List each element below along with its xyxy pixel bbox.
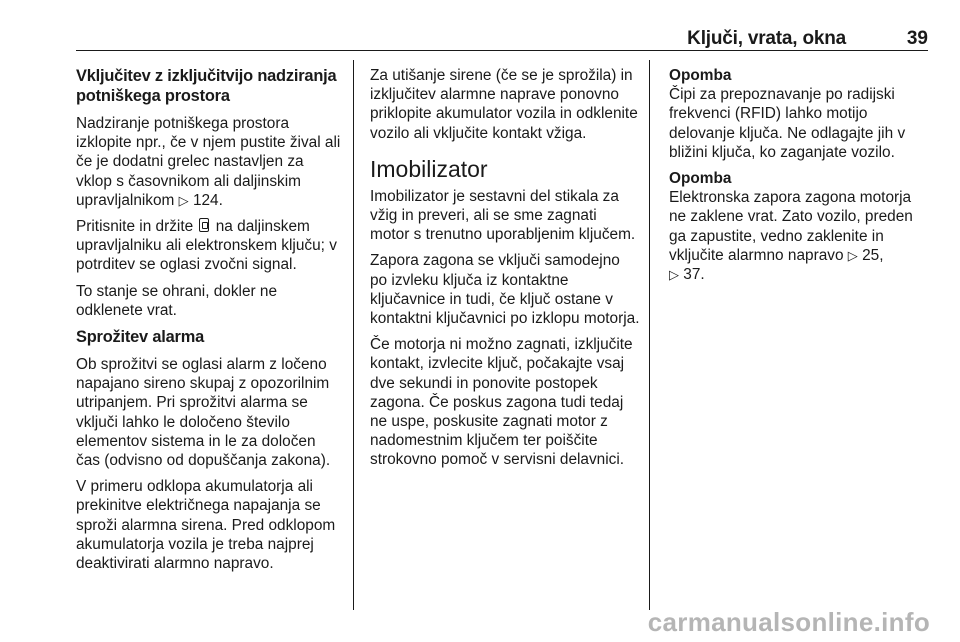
paragraph: Imobilizator je sestavni del stikala za vžig in preveri, ali se sme zagnati motor s trenutno uporabljenim ključem. — [370, 187, 636, 244]
section-heading-immobilizer: Imobilizator — [370, 155, 488, 182]
column-left — [76, 66, 342, 580]
page-number: 39 — [906, 28, 928, 49]
page-reference: 37. — [683, 266, 705, 284]
lock-button-icon — [199, 218, 209, 232]
watermark: carmanualsonline.info — [647, 607, 930, 637]
note-title: Opomba — [669, 170, 732, 188]
column-middle — [370, 66, 640, 477]
paragraph — [76, 217, 342, 275]
note-title: Opomba — [669, 67, 732, 84]
note-text: Elektronska zapora zagona motorja ne zaklene vrat. Zato vozilo, preden ga zapustite, vedno zaklenite in vključite alarmno napravo — [669, 189, 913, 264]
column-right — [669, 66, 931, 291]
page-reference: 124. — [192, 191, 223, 209]
paragraph: Zapora zagona se vključi samodejno po izvleku ključa iz kontaktne ključavnice in tudi, če ključ ostane v kontaktni ključavnici po izklopu motorja. — [370, 252, 640, 328]
reference-arrow-icon: ▷ — [669, 267, 679, 283]
paragraph: To stanje se ohrani, dokler ne odklenete vrat. — [76, 282, 278, 319]
section-heading-alarm: Sprožitev alarma — [76, 328, 204, 347]
paragraph: Za utišanje sirene (če se je sprožila) in izključitev alarmne naprave ponovno priklopite akumulator vozila in odklenite vozilo ali vključite kontakt vžiga. — [370, 67, 638, 142]
note-body — [669, 188, 931, 284]
header-divider — [76, 50, 928, 51]
column-divider — [649, 60, 650, 610]
page-header — [76, 28, 928, 50]
paragraph-text: na daljinskem upravljalniku ali elektronskem ključu; v potrditev se oglasi zvočni signal. — [76, 218, 337, 274]
paragraph: V primeru odklopa akumulatorja ali prekinitve električnega napajanja se sproži alarmna sirena. Pred odklopom akumulatorja vozila je treba najprej deaktivirati alarmno napravo. — [76, 478, 336, 573]
paragraph: Če motorja ni možno zagnati, izključite kontakt, izvlecite ključ, počakajte vsaj dve sekundi in ponovite postopek zagona. Če poskus zagona tudi tedaj ne uspe, poskusite zagnati motor z nadomestnim ključem ter poiščite strokovno pomoč v servisni delavnici. — [370, 336, 633, 469]
paragraph-text: Nadziranje potniškega prostora izklopite npr., če v njem pustite žival ali če je dodatni grelec nastavljen za vklop s časovnikom ali daljinskim upravljalnikom — [76, 115, 341, 209]
paragraph — [76, 114, 342, 210]
page-reference: 25, — [862, 246, 884, 264]
reference-arrow-icon: ▷ — [178, 192, 189, 208]
note-body: Čipi za prepoznavanje po radijski frekvenci (RFID) lahko motijo delovanje ključa. Ne odlagajte jih v bližini ključa, ko zaganjate vozilo. — [669, 86, 906, 161]
column-divider — [353, 60, 354, 610]
paragraph: Ob sprožitvi se oglasi alarm z ločeno napajano sireno skupaj z opozorilnim utripanjem. Pri sprožitvi alarma se vključi lahko le določeno število elementov sistema in le za določen čas (odvisno od dopuščanja zakona). — [76, 356, 331, 470]
section-heading-activation: Vključitev z izključitvijo nadziranja potniškega prostora — [76, 67, 337, 105]
paragraph-text: Pritisnite in držite — [76, 218, 194, 236]
reference-arrow-icon: ▷ — [847, 247, 858, 263]
page-title: Ključi, vrata, okna — [687, 28, 846, 49]
